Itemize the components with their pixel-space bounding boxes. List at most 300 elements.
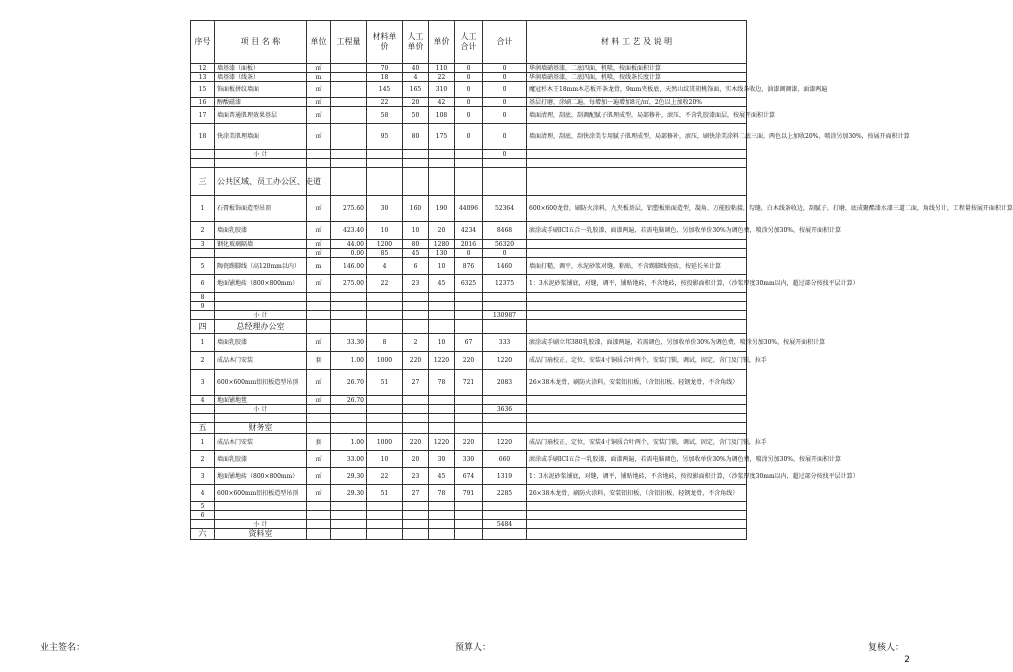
table-cell <box>455 414 483 423</box>
table-cell: 1.00 <box>331 352 367 370</box>
table-cell <box>429 293 455 302</box>
table-cell: 墙面清理，刮底，刮快涂美专用腻子肌理成型，局部修补，滚压，刷快涂美涂料二底三面，两色以上加收20%，喷涂另加30%，按展开面积计算 <box>527 124 747 150</box>
table-cell <box>215 414 307 423</box>
table-cell <box>367 168 403 196</box>
table-cell: 721 <box>455 370 483 396</box>
table-cell: ㎡ <box>307 396 331 405</box>
table-cell <box>483 414 527 423</box>
table-cell: 26×38木龙骨，刷防火涂料，安装铝扣板，（含铝扣板、轻钢龙骨，不含角线） <box>527 370 747 396</box>
table-cell <box>191 159 215 168</box>
table-cell: ㎡ <box>307 334 331 352</box>
table-cell: 2 <box>191 352 215 370</box>
table-cell <box>331 529 367 540</box>
table-cell: 95 <box>367 124 403 150</box>
table-cell: 华润墙硝基漆，二底四面，机喷，按面板面积计算 <box>527 64 747 73</box>
table-cell <box>331 150 367 159</box>
table-cell: 华润墙硝基漆，二底四面，机喷，按线条长度计算 <box>527 73 747 82</box>
table-cell: 1319 <box>483 468 527 485</box>
table-cell: 30 <box>367 196 403 222</box>
table-cell <box>367 396 403 405</box>
table-cell: 0 <box>483 73 527 82</box>
table-row <box>191 302 747 311</box>
table-cell <box>307 302 331 311</box>
page-number: 2 <box>904 655 910 665</box>
table-cell: 10 <box>429 258 455 275</box>
table-cell <box>527 311 747 320</box>
table-cell: 220 <box>403 434 429 451</box>
table-cell <box>331 107 367 124</box>
table-cell: 56320 <box>483 240 527 249</box>
table-cell: 墙面普通肌理效果基层 <box>215 107 307 124</box>
table-cell: 10 <box>367 451 403 468</box>
table-row <box>191 196 747 222</box>
table-cell: 70 <box>367 64 403 73</box>
table-cell: 330 <box>455 451 483 468</box>
table-cell <box>367 159 403 168</box>
table-cell: 资料室 <box>215 529 307 540</box>
table-cell: 108 <box>429 107 455 124</box>
table-cell: 8468 <box>483 222 527 240</box>
table-cell: 钢化玻璃隔墙 <box>215 240 307 249</box>
table-cell <box>307 414 331 423</box>
subtotal-row <box>191 520 747 529</box>
table-cell <box>367 502 403 511</box>
table-cell <box>527 502 747 511</box>
table-cell: 3 <box>191 468 215 485</box>
table-cell: 130987 <box>483 311 527 320</box>
table-row <box>191 240 747 249</box>
table-cell <box>331 414 367 423</box>
table-cell: 165 <box>403 82 429 98</box>
table-cell: 0 <box>483 124 527 150</box>
table-cell: 22 <box>429 73 455 82</box>
table-cell: 67 <box>455 334 483 352</box>
table-cell: 30 <box>429 451 455 468</box>
table-cell <box>527 302 747 311</box>
table-cell <box>403 405 429 414</box>
table-cell: ㎡ <box>307 196 331 222</box>
table-cell: 成品木门安装 <box>215 434 307 451</box>
table-cell: 26×38木龙骨，刷防火涂料，安装铝扣板，（含铝扣板、轻钢龙骨，不含角线） <box>527 485 747 502</box>
table-cell: 190 <box>429 196 455 222</box>
table-cell <box>527 159 747 168</box>
table-cell <box>527 529 747 540</box>
table-cell: 1220 <box>483 434 527 451</box>
table-cell <box>455 159 483 168</box>
table-cell <box>429 159 455 168</box>
table-cell: 小 计 <box>215 311 307 320</box>
table-cell <box>331 124 367 150</box>
table-cell: 10 <box>429 334 455 352</box>
table-cell <box>367 150 403 159</box>
table-cell: 0 <box>483 64 527 73</box>
table-cell <box>403 159 429 168</box>
table-cell: 6 <box>191 275 215 293</box>
table-cell: 快涂美肌理墙面 <box>215 124 307 150</box>
table-cell <box>455 311 483 320</box>
table-cell: 小 计 <box>215 405 307 414</box>
budget-table <box>190 20 1013 540</box>
table-cell <box>527 511 747 520</box>
table-cell: 3 <box>191 370 215 396</box>
table-cell <box>483 502 527 511</box>
table-cell <box>331 98 367 107</box>
table-row <box>191 73 747 82</box>
table-cell <box>307 320 331 334</box>
table-cell: 1280 <box>429 240 455 249</box>
table-cell <box>403 396 429 405</box>
table-cell: 1460 <box>483 258 527 275</box>
table-cell: 3 <box>191 240 215 249</box>
table-cell: 成品木门安装 <box>215 352 307 370</box>
table-cell <box>455 511 483 520</box>
table-cell: 5 <box>191 502 215 511</box>
table-cell: 滚涂或手刷ICI五合一乳胶漆，面漆两遍，若需电脑调色，另加收单价30%为调色费，喷涂另加30%，按展开面积计算 <box>527 451 747 468</box>
table-cell: 6 <box>191 511 215 520</box>
table-cell: 滚涂或手刷立邦380乳胶漆，面漆两遍，若需调色，另加收单价30%为调色费，喷涂另加30%，按展开面积计算 <box>527 334 747 352</box>
table-cell <box>367 311 403 320</box>
table-cell <box>331 405 367 414</box>
table-cell: 醇酸磁漆 <box>215 98 307 107</box>
table-cell: 20 <box>403 98 429 107</box>
table-row <box>191 334 747 352</box>
table-cell: ㎡ <box>307 124 331 150</box>
table-cell: ㎡ <box>307 370 331 396</box>
table-cell: 墙面乳胶漆 <box>215 451 307 468</box>
table-cell <box>527 396 747 405</box>
table-cell: 5484 <box>483 520 527 529</box>
table-cell: 220 <box>455 352 483 370</box>
table-cell: 80 <box>403 240 429 249</box>
reviewer-label: 复核人： <box>868 643 905 653</box>
table-cell: 墙基漆（面板） <box>215 64 307 73</box>
table-cell <box>215 249 307 258</box>
table-cell <box>367 320 403 334</box>
table-cell <box>307 502 331 511</box>
table-cell <box>429 150 455 159</box>
table-cell: 6325 <box>455 275 483 293</box>
table-cell: 220 <box>455 434 483 451</box>
table-cell: 674 <box>455 468 483 485</box>
table-cell: 160 <box>403 196 429 222</box>
table-cell <box>429 302 455 311</box>
table-cell <box>429 520 455 529</box>
subtotal-row <box>191 311 747 320</box>
table-cell <box>429 511 455 520</box>
table-cell <box>331 302 367 311</box>
table-cell: 51 <box>367 485 403 502</box>
table-cell: 三 <box>191 168 215 196</box>
table-cell <box>429 320 455 334</box>
table-cell: 套 <box>307 434 331 451</box>
table-cell: 五 <box>191 423 215 434</box>
table-cell <box>455 502 483 511</box>
table-row <box>191 414 747 423</box>
table-cell <box>455 423 483 434</box>
table-cell: 滚涂或手刷ICI五合一乳胶漆，面漆两遍，若需电脑调色，另加收单价30%为调色费，喷涂另加30%，按展开面积计算 <box>527 222 747 240</box>
table-row <box>191 511 747 520</box>
table-cell: 1220 <box>429 352 455 370</box>
table-cell: 墙面清理，刮底，刮调配腻子肌理成型，局部修补，滚压，不含乳胶漆面层，按展开面积计算 <box>527 107 747 124</box>
table-row <box>191 107 747 124</box>
table-cell: 45 <box>429 275 455 293</box>
table-cell <box>331 64 367 73</box>
table-cell: 22 <box>367 275 403 293</box>
table-row <box>191 98 747 107</box>
table-cell <box>331 502 367 511</box>
table-cell: 22 <box>367 468 403 485</box>
table-cell <box>331 293 367 302</box>
table-cell: ㎡ <box>307 64 331 73</box>
table-cell: 1：3水泥砂浆铺底，对缝，调平，铺贴地砖，不含地砖，按投影面积计算，（沙浆厚度30mm以内，超过部分按找平层计算） <box>527 275 747 293</box>
table-cell: 275.00 <box>331 275 367 293</box>
table-cell <box>215 502 307 511</box>
table-cell: 22 <box>367 98 403 107</box>
table-cell <box>429 423 455 434</box>
section-row <box>191 529 747 540</box>
table-cell: 85 <box>367 249 403 258</box>
table-cell: ㎡ <box>307 82 331 98</box>
table-cell: 4 <box>191 485 215 502</box>
table-cell <box>455 405 483 414</box>
table-cell: 52364 <box>483 196 527 222</box>
table-cell: 220 <box>403 352 429 370</box>
table-cell: 1220 <box>429 434 455 451</box>
table-cell <box>307 311 331 320</box>
header-cell: 工程量 <box>331 21 367 64</box>
table-cell: 0 <box>455 124 483 150</box>
table-cell: m <box>307 73 331 82</box>
table-cell: 基层打磨，涂刷二遍，每增加一遍增加8元/㎡，2色以上加收20% <box>527 98 747 107</box>
header-cell: 单价 <box>429 21 455 64</box>
table-cell: 4234 <box>455 222 483 240</box>
table-cell: 0 <box>455 64 483 73</box>
table-cell <box>307 511 331 520</box>
table-cell <box>367 511 403 520</box>
table-cell: 成品门扇校正、定位，安装4寸铜质合叶两个，安装门锁，调试，固定，含门及门锁，拉手 <box>527 434 747 451</box>
table-cell: 0 <box>455 249 483 258</box>
table-cell <box>527 405 747 414</box>
table-cell: 四 <box>191 320 215 334</box>
table-cell <box>429 168 455 196</box>
table-cell <box>331 311 367 320</box>
table-cell <box>307 529 331 540</box>
table-cell: 15 <box>191 82 215 98</box>
table-cell <box>527 520 747 529</box>
table-cell: 2083 <box>483 370 527 396</box>
table-body <box>191 64 1013 540</box>
table-cell <box>191 414 215 423</box>
table-row <box>191 222 747 240</box>
table-cell: 1 <box>191 196 215 222</box>
table-cell <box>331 423 367 434</box>
table-row <box>191 124 747 150</box>
table-cell <box>527 423 747 434</box>
table-cell: 0 <box>483 249 527 258</box>
table-cell: 600×600mm铝扣板造型吊顶 <box>215 370 307 396</box>
table-cell <box>307 293 331 302</box>
table-cell <box>215 511 307 520</box>
table-cell <box>367 293 403 302</box>
table-cell: 78 <box>429 370 455 396</box>
table-cell: ㎡ <box>307 240 331 249</box>
table-row <box>191 82 747 98</box>
table-cell <box>455 302 483 311</box>
table-cell: 45 <box>429 468 455 485</box>
table-cell: ㎡ <box>307 107 331 124</box>
table-cell: 墙基漆（线条） <box>215 73 307 82</box>
table-cell: 333 <box>483 334 527 352</box>
table-row <box>191 396 747 405</box>
table-cell: 26.70 <box>331 396 367 405</box>
table-cell: 78 <box>429 485 455 502</box>
table-cell <box>527 150 747 159</box>
table-cell <box>483 320 527 334</box>
table-cell <box>191 150 215 159</box>
table-cell: 18 <box>191 124 215 150</box>
table-cell <box>403 511 429 520</box>
table-cell <box>403 423 429 434</box>
table-row <box>191 64 747 73</box>
table-cell <box>331 520 367 529</box>
table-cell: 27 <box>403 370 429 396</box>
table-row <box>191 159 747 168</box>
table-cell: 1220 <box>483 352 527 370</box>
table-cell: 地面铺地砖（800×800mm） <box>215 468 307 485</box>
table-cell <box>429 529 455 540</box>
table-cell: 2 <box>191 222 215 240</box>
table-cell <box>483 529 527 540</box>
header-cell: 合计 <box>483 21 527 64</box>
table-cell <box>191 249 215 258</box>
table-cell: 10 <box>403 222 429 240</box>
table-cell: 12 <box>191 64 215 73</box>
table-cell: 墙面乳胶漆 <box>215 222 307 240</box>
table-cell: 6 <box>403 258 429 275</box>
header-cell: 人工单价 <box>403 21 429 64</box>
table-cell <box>215 159 307 168</box>
header-cell: 人工合计 <box>455 21 483 64</box>
table-cell: 8 <box>191 293 215 302</box>
header-cell: 项 目 名 称 <box>215 21 307 64</box>
header-cell: 材料单价 <box>367 21 403 64</box>
table-cell <box>527 249 747 258</box>
table-cell: 1.00 <box>331 434 367 451</box>
table-cell: 23 <box>403 468 429 485</box>
table-cell: 40 <box>403 64 429 73</box>
table-cell <box>367 302 403 311</box>
table-cell: 2 <box>191 451 215 468</box>
table-cell <box>307 520 331 529</box>
table-cell: 公共区域、员工办公区、走道 <box>215 168 307 196</box>
table-row <box>191 485 747 502</box>
section-row <box>191 320 747 334</box>
table-cell <box>307 159 331 168</box>
owner-signature-label: 业主签名： <box>40 643 86 653</box>
table-cell: 13 <box>191 73 215 82</box>
table-cell: 六 <box>191 529 215 540</box>
table-cell <box>331 511 367 520</box>
table-cell <box>367 414 403 423</box>
table-cell: 陶瓷踢脚线（高120mm以内） <box>215 258 307 275</box>
table-cell: ㎡ <box>307 222 331 240</box>
table-cell <box>429 311 455 320</box>
table-row <box>191 468 747 485</box>
table-cell <box>527 168 747 196</box>
table-cell: 饰面板拼纹墙面 <box>215 82 307 98</box>
table-cell: 魔冠杉木王18mm木芯板开条龙骨，9mm夹板底，天然山纹贯胡桃饰面，实木线条收边，油漆调调漆，面漆两遍 <box>527 82 747 98</box>
table-cell <box>367 423 403 434</box>
table-cell <box>307 150 331 159</box>
table-cell: ㎡ <box>307 451 331 468</box>
table-cell <box>429 405 455 414</box>
table-cell <box>483 396 527 405</box>
table-cell <box>191 405 215 414</box>
table-cell: 29.30 <box>331 485 367 502</box>
table-cell: 23 <box>403 275 429 293</box>
table-cell <box>429 396 455 405</box>
table-cell: 16 <box>191 98 215 107</box>
table-cell: m <box>307 258 331 275</box>
table-cell <box>331 168 367 196</box>
table-cell: 小 计 <box>215 520 307 529</box>
table-cell <box>307 423 331 434</box>
table-cell <box>455 168 483 196</box>
table-cell <box>367 520 403 529</box>
header-row <box>191 21 747 64</box>
table-cell <box>191 311 215 320</box>
table-cell <box>331 82 367 98</box>
table-cell <box>455 320 483 334</box>
table-cell: 3636 <box>483 405 527 414</box>
table-cell: 146.00 <box>331 258 367 275</box>
table-cell: 0 <box>455 98 483 107</box>
table-cell: ㎡ <box>307 275 331 293</box>
table-cell: 石膏板饰面造型吊顶 <box>215 196 307 222</box>
table-cell <box>455 293 483 302</box>
table-cell: 50 <box>403 107 429 124</box>
table-cell: 0 <box>483 107 527 124</box>
budget-person-label: 预算人： <box>455 643 492 653</box>
header-cell: 材 料 工 艺 及 说 明 <box>527 21 747 64</box>
table-cell: 1200 <box>367 240 403 249</box>
table-cell: 423.40 <box>331 222 367 240</box>
table-cell: 600×600mm铝扣板造型吊顶 <box>215 485 307 502</box>
table-cell: 42 <box>429 98 455 107</box>
table-cell: 791 <box>455 485 483 502</box>
table-cell: 8 <box>367 334 403 352</box>
table-cell: 0 <box>483 150 527 159</box>
table-cell: 0 <box>455 107 483 124</box>
table-cell: 0 <box>483 98 527 107</box>
header-cell: 单位 <box>307 21 331 64</box>
table-cell <box>403 168 429 196</box>
table-row <box>191 370 747 396</box>
table-cell: ㎡ <box>307 249 331 258</box>
table-cell <box>527 414 747 423</box>
table-cell <box>483 511 527 520</box>
table-cell: 660 <box>483 451 527 468</box>
table-cell: 51 <box>367 370 403 396</box>
table-cell <box>331 320 367 334</box>
table-cell <box>455 520 483 529</box>
table-cell: 9 <box>191 302 215 311</box>
table-cell <box>527 320 747 334</box>
table-cell: 1000 <box>367 352 403 370</box>
table-cell: 18 <box>367 73 403 82</box>
table-cell: 1：3水泥砂浆铺底，对缝，调平，铺贴地砖，不含地砖，按投影面积计算，（沙浆厚度30mm以内，超过部分按找平层计算） <box>527 468 747 485</box>
section-row <box>191 168 747 196</box>
